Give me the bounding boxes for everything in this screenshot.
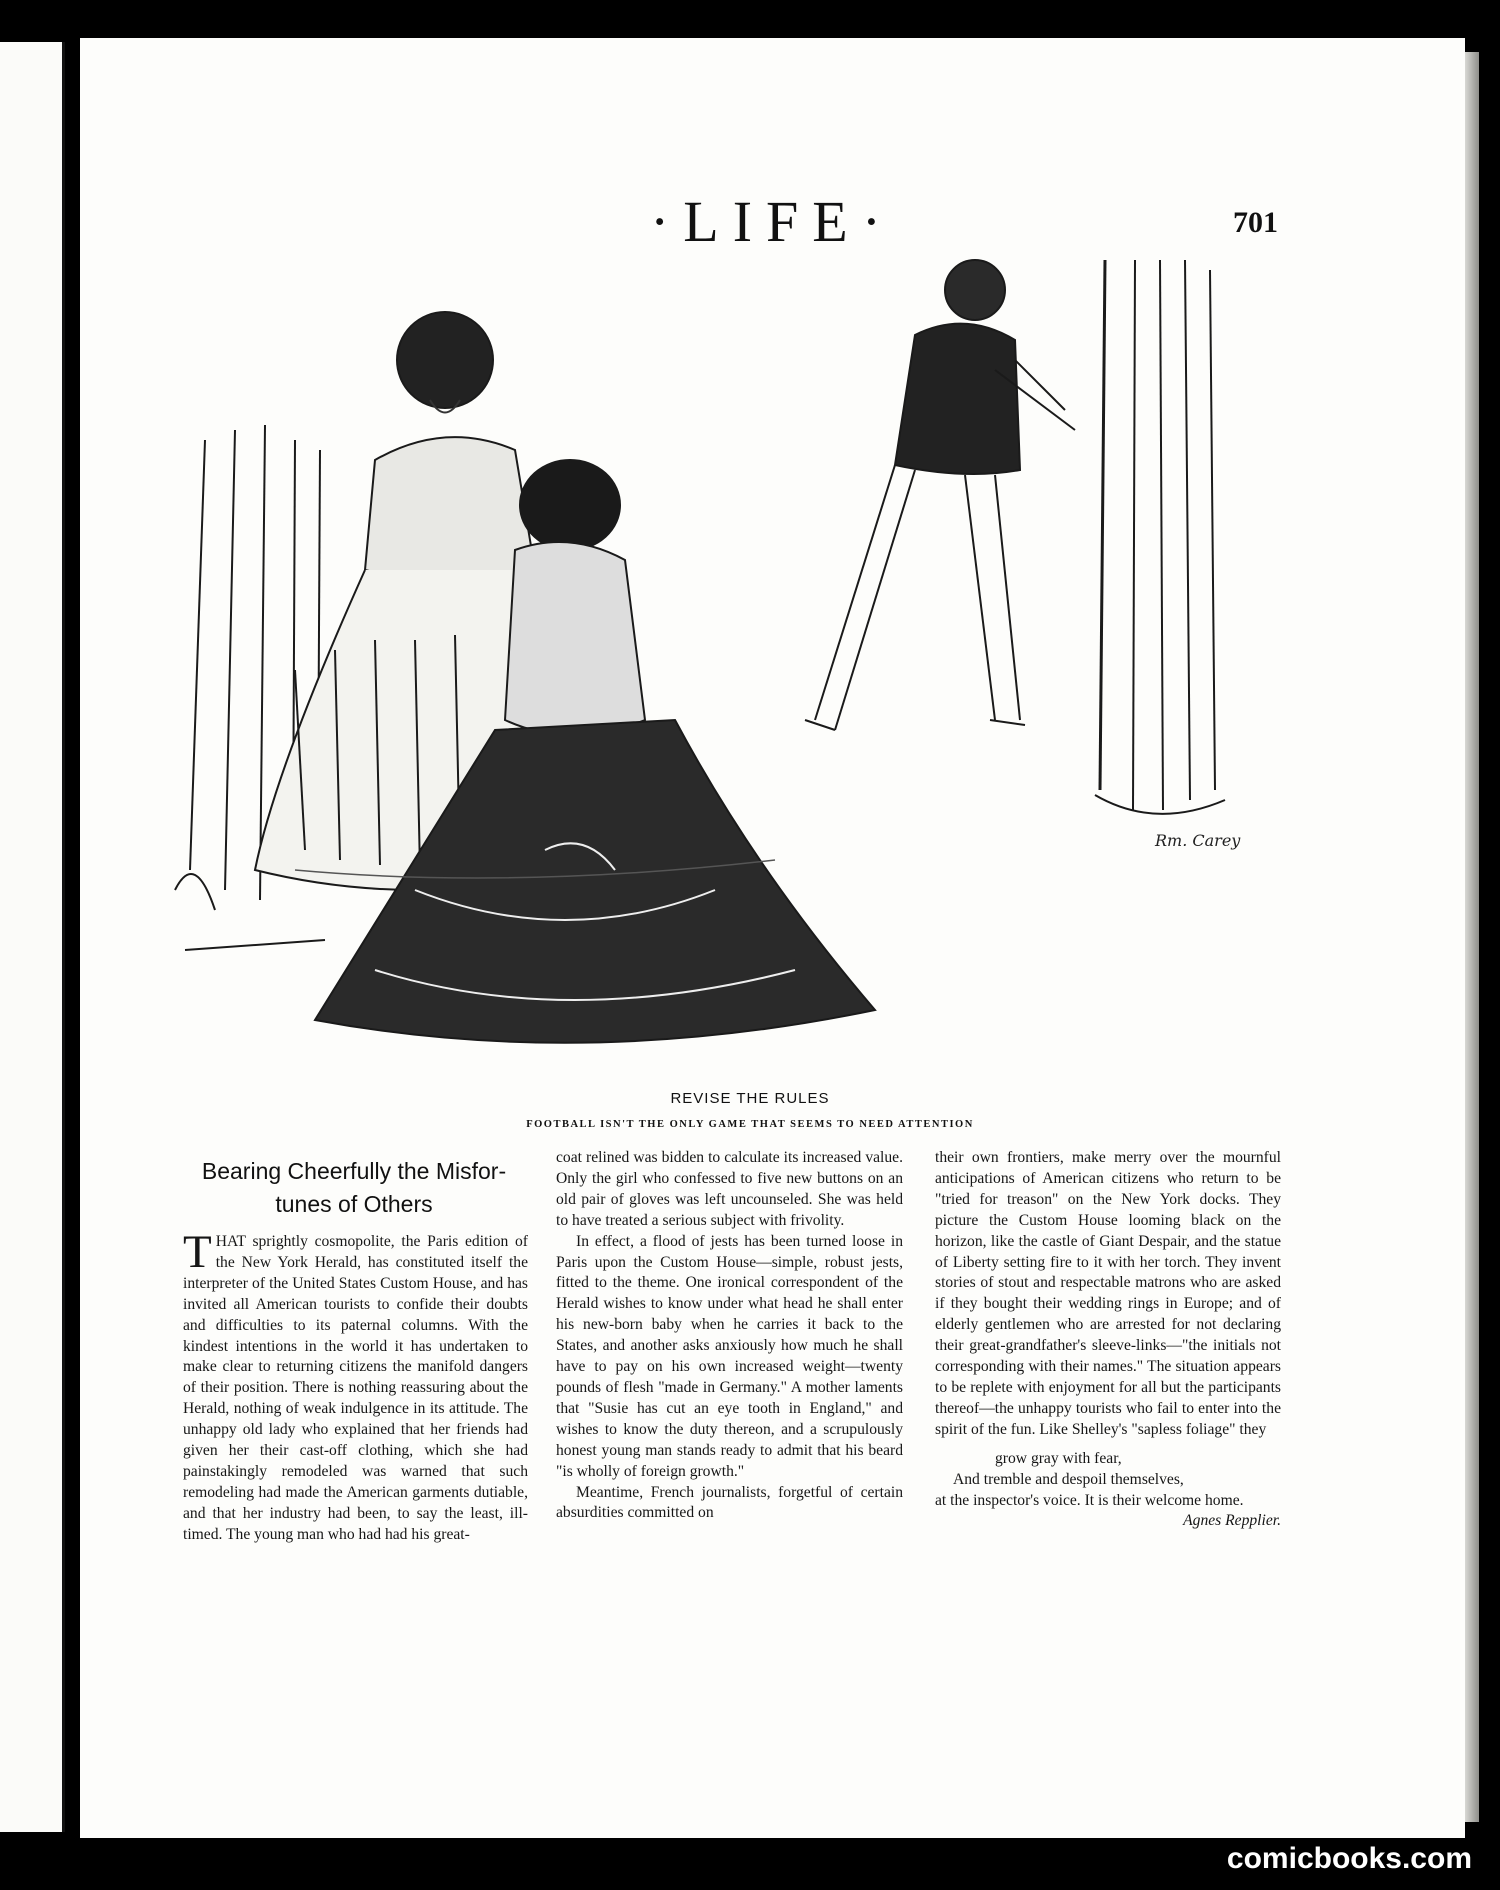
col2-paragraph-1: coat relined was bidden to calculate its increased value. Only the girl who confessed to five new buttons on an old pair of gloves was left uncounseled. She was held to have treated a serious subject with frivolity. bbox=[556, 1149, 903, 1229]
cartoon-illustration bbox=[115, 250, 1455, 1120]
right-curtain bbox=[1095, 260, 1225, 814]
watermark: comicbooks.com bbox=[1226, 1842, 1472, 1875]
article-column-1 bbox=[183, 1226, 528, 1546]
masthead: ·LIFE· bbox=[649, 189, 896, 254]
col3-paragraph-2: at the inspector's voice. It is their welcome home. bbox=[935, 1491, 1244, 1509]
artist-signature: Rm. Carey bbox=[1155, 831, 1241, 850]
col3-paragraph-1: their own frontiers, make merry over the mournful anticipations of American citizens who return to be "tried for treason" on the New York docks. They picture the Custom House looming black on the horizon, like the castle of Giant Despair, and the statue of Liberty setting fire to it with her torch. They invent stories of stout and respectable matrons who are asked if they bought their wedding rings in Europe; and of elderly gentlemen who are arrested for not declaring their great-grandfather's sleeve-links—"the initials not corresponding with their names." The situation appears to be replete with enjoyment for all but the participants thereof—the unhappy tourists who fail to enter into the spirit of the fun. Like Shelley's "sapless foliage" they bbox=[935, 1149, 1281, 1438]
verse-line-2: And tremble and despoil themselves, bbox=[953, 1470, 1184, 1488]
heading-line-2: tunes of Others bbox=[275, 1191, 433, 1217]
caption-title: REVISE THE RULES bbox=[670, 1090, 830, 1107]
col1-paragraph-1: HAT sprightly cosmopolite, the Paris edition of the New York Herald, has constituted itself the interpreter of the United States Custom House, and has invited all American tourists to confide their doubts and difficulties to its paternal columns. With the kindest intentions in the world it has undertaken to make clear to returning citizens the manifold dangers of their position. There is nothing reassuring about the Herald, nothing of weak indulgence in its attitude. The unhappy old lady who explained that her friends had given her their cast-off clothing, which she had painstakingly remodeled was warned that such remodeling had made the American garments dutiable, and that her industry had been, to say the least, ill-timed. The young man who had had his great- bbox=[183, 1233, 528, 1543]
heading-line-1: Bearing Cheerfully the Misfor- bbox=[201, 1158, 507, 1184]
previous-page-edge bbox=[0, 42, 65, 1832]
article-heading bbox=[180, 1155, 528, 1221]
article-column-2 bbox=[556, 1148, 903, 1524]
standing-man bbox=[805, 260, 1075, 730]
page-number: 701 bbox=[1233, 206, 1278, 239]
article-column-3 bbox=[935, 1148, 1281, 1532]
verse-line-1: grow gray with fear, bbox=[995, 1449, 1122, 1467]
page-stack-edge bbox=[1465, 52, 1479, 1822]
magazine-page bbox=[80, 38, 1465, 1838]
col2-paragraph-2: In effect, a flood of jests has been turned loose in Paris upon the Custom House—simple, robust jests, fitted to the theme. One ironical correspondent of the Herald wishes to know under what head he shall enter his new-born baby when he carries it back to the States, and another asks anxiously how much he shall have to pay on his own increased weight—twenty pounds of flesh "made in Germany." A mother laments that "Susie has cut an eye tooth in England," and wishes to know the duty thereon, and a scrupulously honest young man stands ready to admit that his beard "is wholly of foreign growth." bbox=[556, 1232, 903, 1480]
caption-subtitle: FOOTBALL ISN'T THE ONLY GAME THAT SEEMS TO NEED ATTENTION bbox=[526, 1119, 974, 1130]
col2-paragraph-3: Meantime, French journalists, forgetful of certain absurdities committed on bbox=[556, 1483, 903, 1522]
author-name: Agnes Repplier. bbox=[1183, 1512, 1281, 1530]
drop-cap: T bbox=[183, 1226, 212, 1278]
